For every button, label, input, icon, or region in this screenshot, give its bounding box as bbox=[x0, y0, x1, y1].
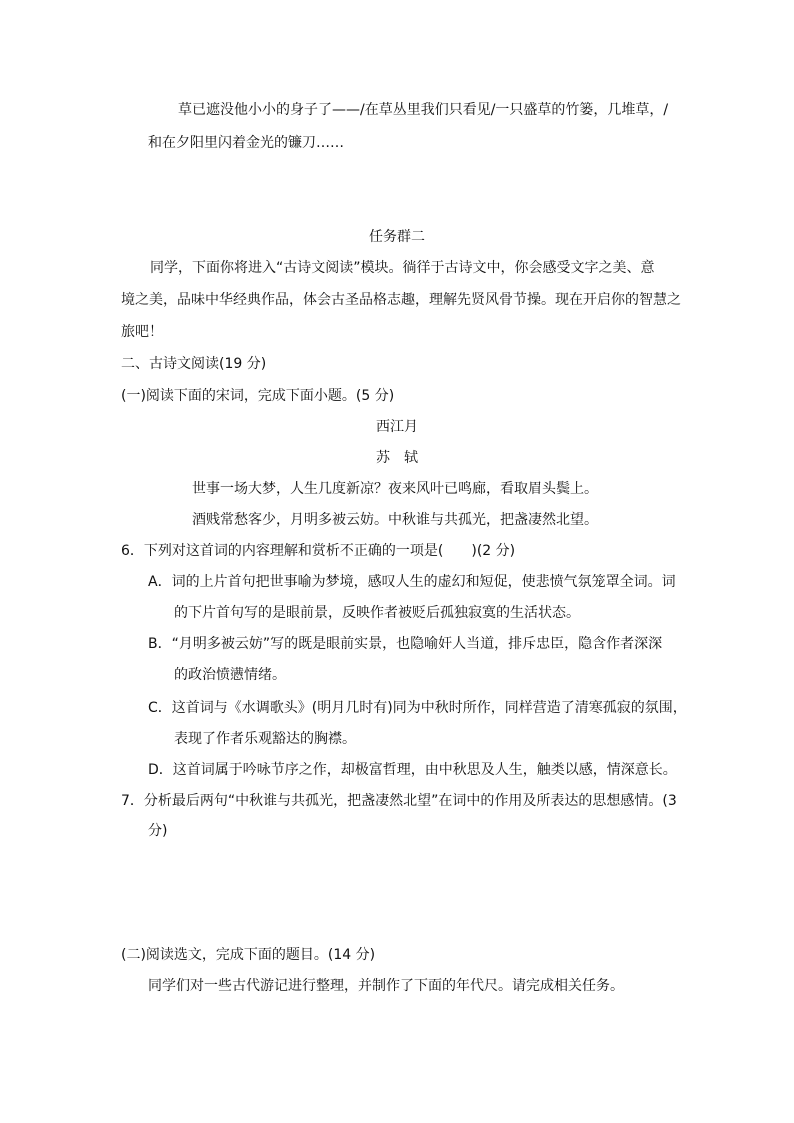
option-a-line-2: 的下片首句写的是眼前景，反映作者被贬后孤独寂寞的生活状态。 bbox=[174, 605, 580, 621]
question-7-line-2: 分) bbox=[148, 823, 168, 839]
part1-instructions: (一)阅读下面的宋词，完成下面小题。(5 分) bbox=[121, 388, 395, 404]
task-group-intro-line-2: 境之美，品味中华经典作品，体会古圣品格志趣，理解先贤风骨节操。现在开启你的智慧之 bbox=[121, 292, 681, 308]
option-a-line-1: A．词的上片首句把世事喻为梦境，感叹人生的虚幻和短促，使悲愤气氛笼罩全词。词 bbox=[148, 574, 676, 590]
option-c-line-1: C．这首词与《水调歌头》(明月几时有)同为中秋时所作，同样营造了清寒孤寂的氛围， bbox=[148, 700, 687, 716]
task-group-title: 任务群二 bbox=[369, 229, 425, 245]
option-c-line-2: 表现了作者乐观豁达的胸襟。 bbox=[174, 731, 356, 747]
option-b-line-2: 的政治愤懑情绪。 bbox=[174, 667, 286, 683]
poem-line-2: 酒贱常愁客少，月明多被云妨。中秋谁与共孤光，把盏凄然北望。 bbox=[192, 512, 598, 528]
poem-line-1: 世事一场大梦，人生几度新凉？夜来风叶已鸣廊，看取眉头鬓上。 bbox=[192, 481, 598, 497]
poem-excerpt-line-2: 和在夕阳里闪着金光的镰刀…… bbox=[148, 135, 344, 151]
option-d-line-1: D．这首词属于吟咏节序之作，却极富哲理，由中秋思及人生，触类以感，情深意长。 bbox=[148, 762, 677, 778]
question-7-line-1: 7．分析最后两句“中秋谁与共孤光，把盏凄然北望”在词中的作用及所表达的思想感情。(3 bbox=[121, 793, 677, 809]
task-group-intro-line-1: 同学，下面你将进入“古诗文阅读”模块。徜徉于古诗文中，你会感受文字之美、意 bbox=[150, 260, 655, 276]
part2-intro: 同学们对一些古代游记进行整理，并制作了下面的年代尺。请完成相关任务。 bbox=[148, 978, 624, 994]
task-group-intro-line-3: 旅吧！ bbox=[121, 324, 163, 340]
question-6-stem: 6．下列对这首词的内容理解和赏析不正确的一项是( )(2 分) bbox=[121, 543, 516, 559]
part2-title: (二)阅读选文，完成下面的题目。(14 分) bbox=[121, 947, 376, 963]
option-b-line-1: B．“月明多被云妨”写的既是眼前实景，也隐喻奸人当道，排斥忠臣，隐含作者深深 bbox=[148, 636, 663, 652]
poem-title: 西江月 bbox=[376, 419, 418, 435]
poem-excerpt-line-1: 草已遮没他小小的身子了——/在草丛里我们只看见/一只盛草的竹篓，几堆草，/ bbox=[178, 102, 669, 118]
poem-author: 苏 轼 bbox=[376, 450, 418, 466]
section-title: 二、古诗文阅读(19 分) bbox=[121, 356, 267, 372]
